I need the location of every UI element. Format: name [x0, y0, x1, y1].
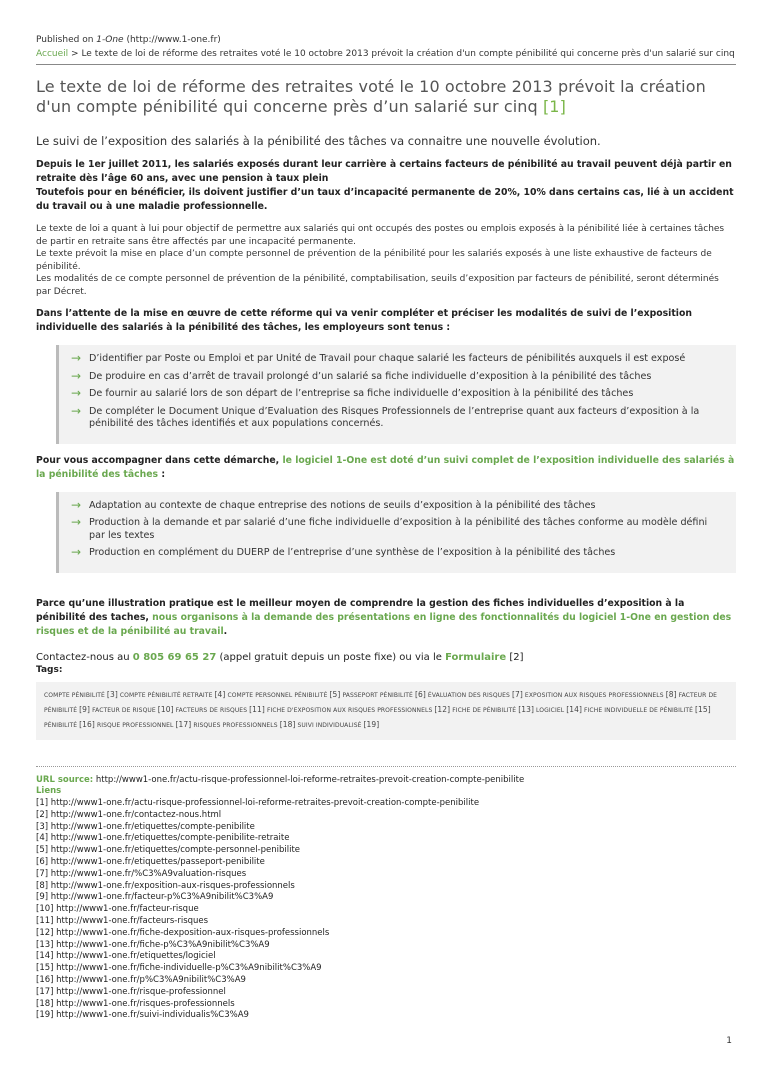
support-paragraph — [36, 454, 736, 482]
link-item[interactable]: [6] http://www1-one.fr/etiquettes/passeport-penibilite — [36, 857, 265, 868]
support-suffix: : — [158, 468, 166, 480]
link-item[interactable]: [15] http://www1-one.fr/fiche-individuelle-p%C3%A9nibilit%C3%A9 — [36, 963, 322, 974]
site-url-link[interactable]: (http://www.1-one.fr) — [126, 35, 221, 45]
link-item[interactable]: [5] http://www1-one.fr/etiquettes/compte-personnel-penibilite — [36, 845, 301, 856]
link-item[interactable]: [11] http://www1-one.fr/facteurs-risques — [36, 916, 209, 927]
tag-ref: [15] — [695, 704, 711, 714]
contact-phone-link[interactable]: 0 805 69 65 27 — [132, 651, 217, 663]
links-list — [36, 798, 736, 1022]
tags-box — [36, 682, 736, 740]
page-title-text: Le texte de loi de réforme des retraites voté le 10 octobre 2013 prévoit la création d'un compte pénibilité qui concerne près d’un salarié sur cinq — [36, 77, 706, 116]
obligations-list — [71, 353, 724, 431]
link-item[interactable]: [2] http://www1-one.fr/contactez-nous.html — [36, 809, 222, 820]
link-item[interactable]: [12] http://www1-one.fr/fiche-dexposition-aux-risques-professionnels — [36, 927, 330, 938]
page-title — [36, 77, 736, 117]
arrow-right-icon: → — [71, 368, 82, 383]
obligations-box — [56, 345, 736, 444]
source-line — [36, 775, 736, 787]
link-item[interactable]: [1] http://www1-one.fr/actu-risque-professionnel-loi-reforme-retraites-prevoit-creation-compte-penibilite — [36, 798, 480, 809]
tag-ref: [17] — [175, 719, 192, 729]
law-paragraph — [36, 223, 736, 298]
list-item — [71, 368, 724, 384]
breadcrumb — [36, 47, 736, 61]
link-item[interactable]: [17] http://www1-one.fr/risque-professionnel — [36, 986, 226, 997]
tag-link[interactable]: FICHE DE PÉNIBILITÉ — [452, 706, 517, 714]
illustration-paragraph — [36, 597, 736, 639]
tag-ref: [9] — [79, 704, 91, 714]
contact-prefix: Contactez-nous au — [36, 651, 130, 663]
links-title: Liens — [36, 786, 62, 797]
illustration-link[interactable]: nous organisons à la demande des présentations en ligne des fonctionnalités du logiciel 1-One en gestion des risques et de la pénibilité au travail — [36, 611, 732, 637]
features-list — [71, 497, 724, 560]
arrow-right-icon: → — [71, 351, 82, 365]
arrow-right-icon: → — [71, 386, 82, 400]
tag-ref: [4] — [214, 689, 226, 699]
tag-ref: [18] — [279, 719, 296, 729]
title-ref-link[interactable]: [1] — [542, 97, 566, 116]
tag-link[interactable]: FICHE INDIVIDUELLE DE PÉNIBILITÉ — [584, 706, 693, 714]
tag-ref: [13] — [518, 704, 534, 714]
document-page — [36, 34, 736, 1022]
illustration-prefix: Parce qu’une illustration pratique est le meilleur moyen de comprendre la gestion des fiches individuelles d’exposition à la pénibilité des taches, — [36, 597, 685, 623]
tag-link[interactable]: RISQUES PROFESSIONNELS — [193, 721, 278, 729]
list-item — [71, 403, 724, 431]
link-item[interactable]: [7] http://www1-one.fr/%C3%A9valuation-risques — [36, 868, 247, 879]
tag-ref: [11] — [249, 704, 265, 714]
tags-label: Tags: — [36, 664, 63, 675]
contact-ref: [2] — [509, 651, 524, 663]
arrow-right-icon: → — [71, 403, 82, 418]
contact-form-link[interactable]: Formulaire — [445, 651, 507, 663]
support-link[interactable]: le logiciel 1-One est doté d’un suivi complet de l’exposition individuelle des salariés à la pénibilité des tâches — [36, 454, 735, 480]
tag-ref: [12] — [434, 704, 451, 714]
page-number: 1 — [726, 1036, 732, 1046]
lead-paragraph: Le suivi de l’exposition des salariés à la pénibilité des tâches va connaitre une nouvelle évolution. — [36, 134, 601, 148]
law-text-2: Le texte prévoit la mise en place d’un compte personnel de prévention de la pénibilité pour les salariés exposés à une liste exhaustive de facteurs de pénibilité. — [36, 249, 712, 272]
tag-link[interactable]: LOGICIEL — [536, 706, 565, 714]
list-item-text: De fournir au salarié lors de son départ de l’entreprise sa fiche individuelle d’exposition à la pénibilité des tâches — [89, 388, 634, 399]
link-item[interactable]: [9] http://www1-one.fr/facteur-p%C3%A9nibilit%C3%A9 — [36, 892, 274, 903]
footer-divider — [36, 766, 736, 767]
tag-link[interactable]: ÉVALUATION DES RISQUES — [427, 691, 510, 699]
tag-ref: [16] — [79, 719, 95, 729]
published-prefix: Published on — [36, 35, 94, 45]
list-item — [71, 353, 724, 366]
breadcrumb-home-link[interactable]: Accueil — [36, 49, 69, 59]
breadcrumb-current: Le texte de loi de réforme des retraites voté le 10 octobre 2013 prévoit la création d'un compte pénibilité qui concerne près d'un salarié sur cinq — [81, 49, 735, 59]
features-box — [56, 492, 736, 573]
tag-ref: [6] — [414, 689, 426, 699]
list-item-text: Adaptation au contexte de chaque entreprise des notions de seuils d’exposition à la pénibilité des tâches — [89, 499, 596, 511]
contact-line — [36, 651, 736, 664]
employers-paragraph: Dans l’attente de la mise en œuvre de cette réforme qui va venir compléter et préciser les modalités de suivi de l’exposition individuelle des salariés à la pénibilité des tâches, les employeurs sont tenus : — [36, 308, 692, 333]
link-item[interactable]: [13] http://www1-one.fr/fiche-p%C3%A9nibilit%C3%A9 — [36, 939, 270, 950]
tag-link[interactable]: EXPOSITION AUX RISQUES PROFESSIONNELS — [524, 691, 664, 699]
list-item — [71, 497, 724, 513]
arrow-right-icon: → — [71, 545, 82, 559]
list-item — [71, 547, 724, 560]
list-item-text: D’identifier par Poste ou Emploi et par Unité de Travail pour chaque salarié les facteurs de pénibilités auxquels il est exposé — [89, 353, 686, 364]
tag-link[interactable]: COMPTE PÉNIBILITÉ — [44, 691, 105, 699]
link-item[interactable]: [4] http://www1-one.fr/etiquettes/compte-penibilite-retraite — [36, 833, 290, 844]
list-item-text: Production en complément du DUERP de l’entreprise d’une synthèse de l’exposition à la pénibilité des tâches — [89, 547, 616, 558]
site-name: 1-One — [96, 35, 124, 45]
tag-link[interactable]: PASSEPORT PÉNIBILITÉ — [342, 691, 413, 699]
link-item[interactable]: [10] http://www1-one.fr/facteur-risque — [36, 904, 199, 915]
link-item[interactable]: [19] http://www1-one.fr/suivi-individualis%C3%A9 — [36, 1010, 249, 1021]
tag-ref: [5] — [329, 689, 341, 699]
link-item[interactable]: [14] http://www1-one.fr/etiquettes/logiciel — [36, 951, 216, 962]
list-item — [71, 388, 724, 401]
tag-link[interactable]: FICHE D'EXPOSITION AUX RISQUES PROFESSIONNELS — [266, 706, 433, 714]
intro-bold-line-1: Depuis le 1er juillet 2011, les salariés exposés durant leur carrière à certains facteurs de pénibilité au travail peuvent déjà partir en retraite dès l’âge 60 ans, avec une pension à taux plein — [36, 159, 732, 184]
tag-link[interactable]: SUIVI INDIVIDUALISÉ — [297, 721, 362, 729]
tag-ref: [8] — [665, 689, 677, 699]
source-label: URL source: — [36, 774, 94, 785]
tag-link[interactable]: COMPTE PERSONNEL PÉNIBILITÉ — [227, 691, 328, 699]
law-text-3: Les modalités de ce compte personnel de prévention de la pénibilité, comptabilisation, seuils d’exposition par facteurs de pénibilité, seront déterminés par Décret. — [36, 274, 719, 297]
link-item[interactable]: [3] http://www1-one.fr/etiquettes/compte-penibilite — [36, 821, 255, 832]
intro-bold-paragraph — [36, 158, 736, 214]
tag-ref: [7] — [511, 689, 523, 699]
list-item — [71, 517, 724, 542]
source-url-link[interactable]: http://www1-one.fr/actu-risque-professionnel-loi-reforme-retraites-prevoit-creation-compte-penibilite — [95, 774, 525, 785]
link-item[interactable]: [16] http://www1-one.fr/p%C3%A9nibilit%C3%A9 — [36, 975, 246, 986]
tag-ref: [10] — [157, 704, 174, 714]
list-item-text: De compléter le Document Unique d’Evaluation des Risques Professionnels de l’entreprise quant aux facteurs d’exposition à la pénibilité des tâches identifiés et aux populations concernés. — [89, 405, 700, 429]
tag-link[interactable]: COMPTE PÉNIBILITÉ RETRAITE — [119, 691, 213, 699]
arrow-right-icon: → — [71, 515, 82, 529]
arrow-right-icon: → — [71, 497, 82, 512]
tag-link[interactable]: FACTEUR DE RISQUE — [92, 706, 156, 714]
intro-bold-line-2: Toutefois pour en bénéficier, ils doivent justifier d’un taux d’incapacité permanente de 20%, 10% dans certains cas, lié à un accident du travail ou à une maladie professionnelle. — [36, 187, 734, 212]
tag-link[interactable]: FACTEUR DE PÉNIBILITÉ — [44, 691, 718, 714]
link-item[interactable]: [8] http://www1-one.fr/exposition-aux-risques-professionnels — [36, 880, 295, 891]
tag-link[interactable]: FACTEURS DE RISQUES — [175, 706, 248, 714]
published-line — [36, 34, 736, 47]
link-item[interactable]: [18] http://www1-one.fr/risques-professionnels — [36, 998, 235, 1009]
list-item-text: Production à la demande et par salarié d’une fiche individuelle d’exposition à la pénibilité des tâches conforme au modèle défini par les textes — [89, 517, 708, 541]
tag-link[interactable]: RISQUE PROFESSIONNEL — [96, 721, 174, 729]
header-divider — [36, 64, 736, 65]
support-prefix: Pour vous accompagner dans cette démarche, — [36, 454, 280, 466]
tag-ref: [14] — [566, 704, 582, 714]
tag-ref: [19] — [363, 719, 380, 729]
list-item-text: De produire en cas d’arrêt de travail prolongé d’un salarié sa fiche individuelle d’exposition à la pénibilité des tâches — [89, 370, 652, 382]
breadcrumb-separator: > — [71, 49, 79, 59]
tag-ref: [3] — [106, 689, 118, 699]
illustration-suffix: . — [223, 625, 228, 637]
contact-middle: (appel gratuit depuis un poste fixe) ou via le — [219, 651, 442, 663]
tag-link[interactable]: PÉNIBILITÉ — [44, 721, 78, 729]
law-text-1: Le texte de loi a quant à lui pour objectif de permettre aux salariés qui ont occupés des postes ou emplois exposés à la pénibilité liée à certaines tâches de partir en retraite sans être affectés par une incapacité permanente. — [36, 224, 725, 247]
